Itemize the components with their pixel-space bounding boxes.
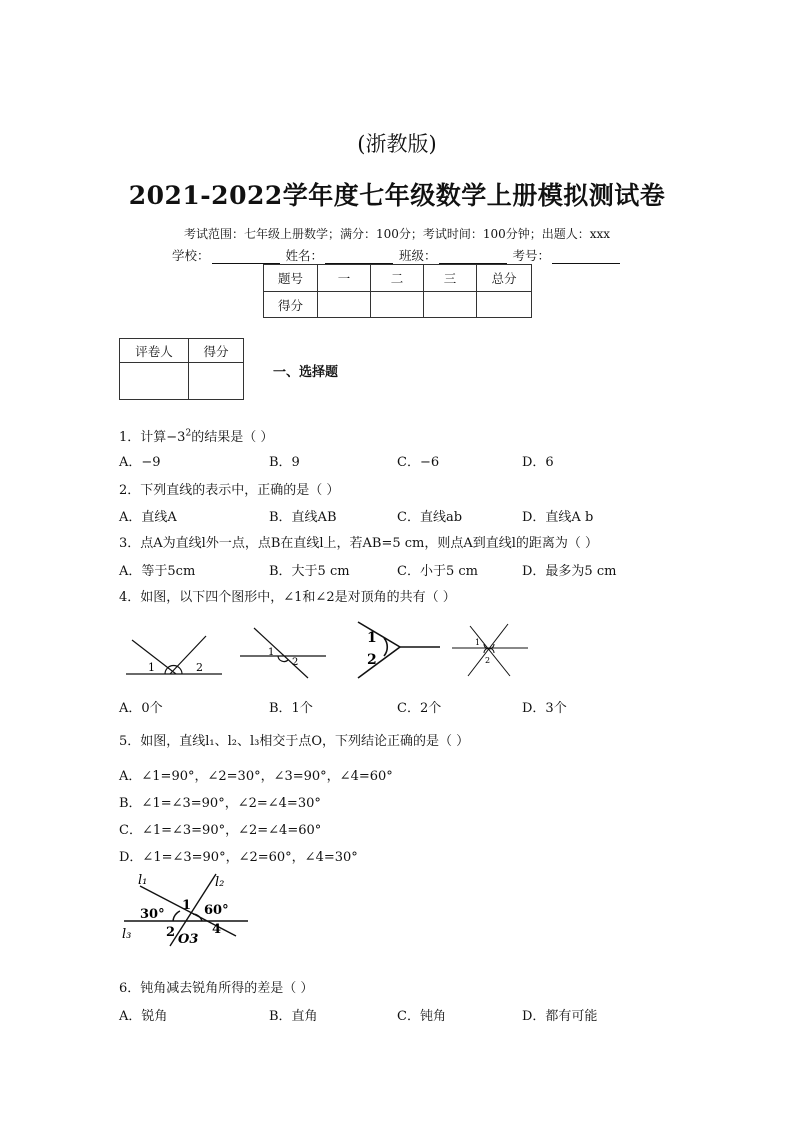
fig4a-label-1: 1 (148, 661, 155, 674)
q2-option-d[interactable]: D．直线A b (522, 510, 594, 525)
question-1 (119, 426, 273, 445)
page-title: 2021-2022学年度七年级数学上册模拟测试卷 (128, 181, 666, 210)
edition-label: (浙教版) (357, 132, 437, 156)
name-label: 姓名： (285, 248, 323, 263)
fig4a-label-2: 2 (196, 661, 203, 674)
exam-info: 考试范围：七年级上册数学；满分：100分；考试时间：100分钟；出题人：xxx (183, 227, 611, 241)
score-cell[interactable] (477, 292, 532, 318)
fig5-angle-4: 4 (212, 922, 222, 937)
fig5-l2: l₂ (215, 875, 225, 890)
q4-option-d[interactable]: D．3个 (522, 701, 567, 716)
q1-stem-b: 的结果是（ ） (191, 430, 274, 445)
fig5-angle-1: 1 (182, 898, 192, 913)
q1-option-c[interactable]: C．−6 (397, 455, 440, 470)
grader-cell[interactable] (189, 363, 244, 400)
section-title: 一、选择题 (273, 365, 339, 380)
fig4b-label-2: 2 (292, 657, 299, 668)
q5-option-b[interactable]: B．∠1=∠3=90°，∠2=∠4=30° (119, 796, 321, 811)
q6-option-a[interactable]: A．锐角 (119, 1009, 168, 1024)
class-blank[interactable] (439, 251, 507, 264)
q1-option-a[interactable]: A．−9 (119, 455, 161, 470)
q5-option-d[interactable]: D．∠1=∠3=90°，∠2=60°，∠4=30° (119, 850, 358, 865)
id-label: 考号： (512, 248, 550, 263)
q1-exponent: 2 (185, 428, 192, 439)
q3-option-a[interactable]: A．等于5cm (119, 564, 196, 579)
q4-option-c[interactable]: C．2个 (397, 701, 442, 716)
question-5: 5．如图，直线l₁、l₂、l₃相交于点O，下列结论正确的是（ ） (119, 734, 470, 749)
score-header: 三 (424, 265, 477, 292)
fig5-angle-60: 60° (204, 903, 229, 918)
score-header: 总分 (477, 265, 532, 292)
question-6: 6．钝角减去锐角所得的差是（ ） (119, 981, 314, 996)
q2-option-c[interactable]: C．直线ab (397, 510, 463, 525)
fig4c-label-2: 2 (367, 652, 377, 668)
q1-option-b[interactable]: B．9 (269, 455, 300, 470)
fig4d-label-1: 1 (475, 638, 481, 647)
q2-option-a[interactable]: A．直线A (119, 510, 177, 525)
name-blank[interactable] (325, 251, 393, 264)
q1-stem-a: 1．计算 (119, 430, 167, 445)
q6-option-c[interactable]: C．钝角 (397, 1009, 446, 1024)
score-row-label: 得分 (264, 292, 318, 318)
q4-option-a[interactable]: A．0个 (119, 701, 163, 716)
fig4b-label-1: 1 (268, 647, 275, 658)
question-3: 3．点A为直线l外一点，点B在直线l上，若AB=5 cm，则点A到直线l的距离为（ ） (119, 536, 599, 551)
score-header: 题号 (264, 265, 318, 292)
figure-4 (118, 614, 538, 690)
question-2: 2．下列直线的表示中，正确的是（ ） (119, 483, 340, 498)
q1-option-d[interactable]: D．6 (522, 455, 554, 470)
score-cell[interactable] (424, 292, 477, 318)
q2-option-b[interactable]: B．直线AB (269, 510, 337, 525)
school-label: 学校： (171, 248, 210, 263)
fig5-angle-30: 30° (140, 907, 165, 922)
id-blank[interactable] (552, 251, 620, 264)
score-header: 一 (318, 265, 371, 292)
fig5-point-o3: O3 (178, 932, 199, 947)
question-4: 4．如图，以下四个图形中，∠1和∠2是对顶角的共有（ ） (119, 590, 456, 605)
q5-option-c[interactable]: C．∠1=∠3=90°，∠2=∠4=60° (119, 823, 322, 838)
grader-table (119, 338, 244, 400)
q6-option-b[interactable]: B．直角 (269, 1009, 318, 1024)
grader-header: 评卷人 (120, 339, 189, 363)
q3-option-c[interactable]: C．小于5 cm (397, 564, 478, 579)
figure-5 (118, 866, 258, 948)
fig4d-label-2: 2 (485, 656, 491, 665)
q3-option-b[interactable]: B．大于5 cm (269, 564, 350, 579)
figure-4b (240, 628, 326, 678)
score-table (263, 264, 532, 318)
school-blank[interactable] (212, 251, 280, 264)
score-header: 二 (371, 265, 424, 292)
grader-header: 得分 (189, 339, 244, 363)
q3-option-d[interactable]: D．最多为5 cm (522, 564, 617, 579)
fig5-angle-2: 2 (166, 925, 176, 940)
q1-expr: −3 (166, 430, 186, 445)
grader-cell[interactable] (120, 363, 189, 400)
fig4c-label-1: 1 (367, 630, 377, 646)
q4-option-b[interactable]: B．1个 (269, 701, 313, 716)
figure-4a (126, 636, 222, 674)
fig5-l3: l₃ (122, 927, 132, 942)
student-info-row (0, 246, 794, 264)
class-label: 班级： (398, 248, 437, 263)
score-cell[interactable] (371, 292, 424, 318)
q5-option-a[interactable]: A．∠1=90°，∠2=30°，∠3=90°，∠4=60° (119, 769, 393, 784)
q6-option-d[interactable]: D．都有可能 (522, 1009, 598, 1024)
figure-4d (452, 624, 528, 676)
fig5-l1: l₁ (138, 873, 148, 888)
score-cell[interactable] (318, 292, 371, 318)
